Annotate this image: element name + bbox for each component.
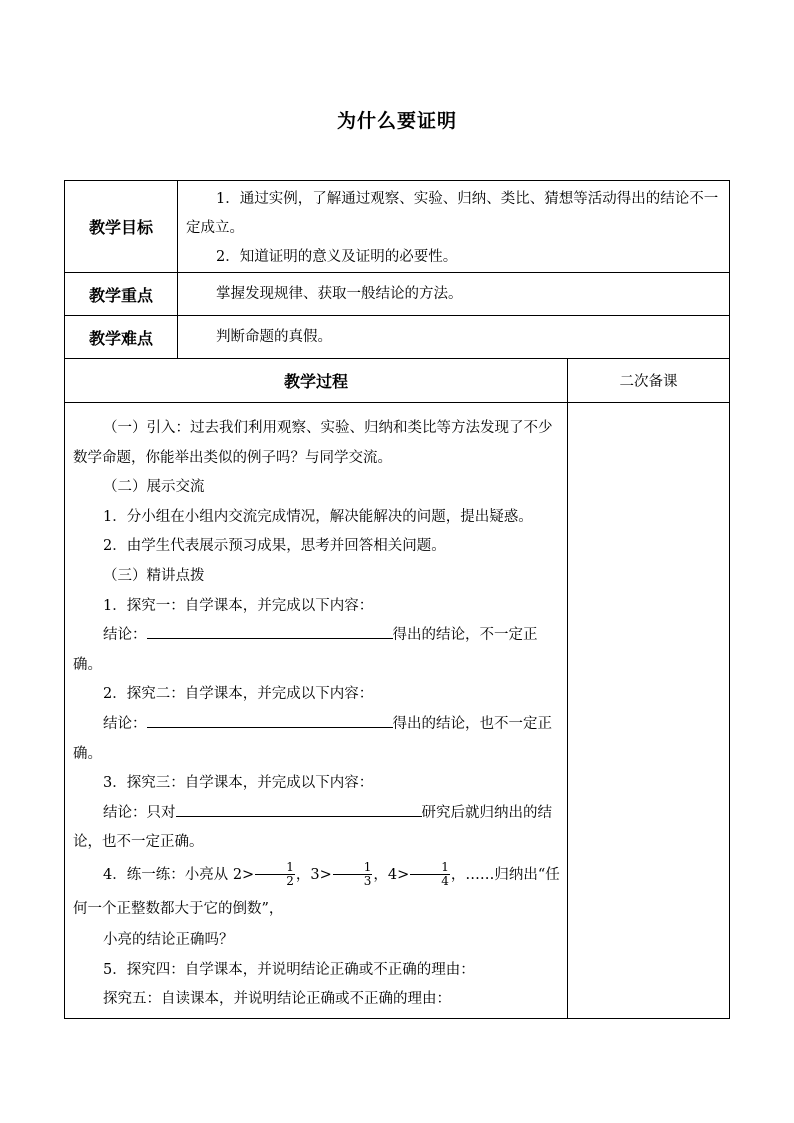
- objectives-row: [65, 181, 730, 273]
- fraction-denominator: 4: [441, 874, 449, 889]
- explore-3: 3．探究三：自学课本，并完成以下内容：: [103, 775, 374, 792]
- difficulties-row: [65, 316, 730, 359]
- explore-1: 1．探究一：自学课本，并完成以下内容：: [103, 597, 374, 614]
- objective-2: 2．知道证明的意义及证明的必要性。: [216, 249, 458, 265]
- fraction-one-half: [255, 861, 295, 888]
- practice-lead: 4．练一练：小亮从 2>: [103, 866, 255, 883]
- practice-tail: ，……归纳出“任何一个正整数都大于它的倒数”，: [73, 866, 560, 917]
- exchange-item-2: 2．由学生代表展示预习成果，思考并回答相关问题。: [103, 538, 446, 555]
- answer-blank: [147, 713, 393, 728]
- difficulties-label: 教学难点: [65, 316, 178, 359]
- conclusion-label: 结论：只对: [103, 804, 176, 821]
- practice-separator: ，4>: [373, 866, 410, 883]
- explore-5: 探究五：自读课本，并说明结论正确或不正确的理由：: [103, 991, 451, 1008]
- fraction-numerator: 1: [333, 861, 373, 875]
- conclusion-label: 结论：: [103, 627, 147, 644]
- key-points-content: [178, 273, 730, 316]
- difficulties-text: 判断命题的真假。: [216, 328, 332, 345]
- practice-separator: ，3>: [295, 866, 332, 883]
- process-header-row: [65, 359, 730, 403]
- section-display-exchange: （二）展示交流: [103, 479, 205, 496]
- explore-2: 2．探究二：自学课本，并完成以下内容：: [103, 686, 374, 703]
- fraction-numerator: 1: [255, 861, 295, 875]
- exchange-item-1: 1．分小组在小组内交流完成情况，解决能解决的问题，提出疑惑。: [103, 508, 533, 525]
- intro-text: （一）引入：过去我们利用观察、实验、归纳和类比等方法发现了不少数学命题，你能举出类似的例子吗？与同学交流。: [73, 420, 553, 466]
- practice-item: [73, 858, 561, 926]
- conclusion-tail: 得出的结论，也不一定正确。: [73, 715, 552, 762]
- conclusion-tail: 研究后就归纳出的结论，也不一定正确。: [73, 804, 552, 851]
- fraction-numerator: 1: [410, 861, 450, 875]
- answer-blank: [147, 624, 393, 639]
- fraction-denominator: 2: [286, 874, 294, 889]
- lesson-plan-table: [64, 180, 730, 1019]
- explore-2-conclusion: [73, 710, 561, 769]
- explore-4: 5．探究四：自学课本，并说明结论正确或不正确的理由：: [103, 961, 475, 978]
- key-points-label: 教学重点: [65, 273, 178, 316]
- objectives-content: [178, 181, 730, 273]
- explore-3-conclusion: [73, 799, 561, 858]
- document-title: 为什么要证明: [336, 110, 457, 132]
- conclusion-tail: 得出的结论，不一定正确。: [73, 627, 538, 673]
- fraction-denominator: 3: [363, 874, 372, 889]
- explore-1-conclusion: [73, 621, 561, 680]
- process-content: [65, 403, 568, 1019]
- objective-1: 1．通过实例，了解通过观察、实验、归纳、类比、猜想等活动得出的结论不一定成立。: [186, 191, 719, 236]
- second-prep-header: 二次备课: [568, 359, 730, 403]
- practice-question: 小亮的结论正确吗？: [103, 931, 234, 948]
- difficulties-content: [178, 316, 730, 359]
- fraction-one-quarter: [410, 861, 450, 888]
- conclusion-label: 结论：: [103, 715, 147, 732]
- fraction-one-third: [333, 861, 373, 888]
- key-points-row: [65, 273, 730, 316]
- process-header: 教学过程: [65, 359, 568, 403]
- second-prep-notes: [568, 403, 730, 1019]
- objectives-label: 教学目标: [65, 181, 178, 273]
- answer-blank: [176, 802, 422, 817]
- process-body-row: [65, 403, 730, 1019]
- key-points-text: 掌握发现规律、获取一般结论的方法。: [216, 285, 463, 302]
- section-key-explanation: （三）精讲点拨: [103, 567, 205, 584]
